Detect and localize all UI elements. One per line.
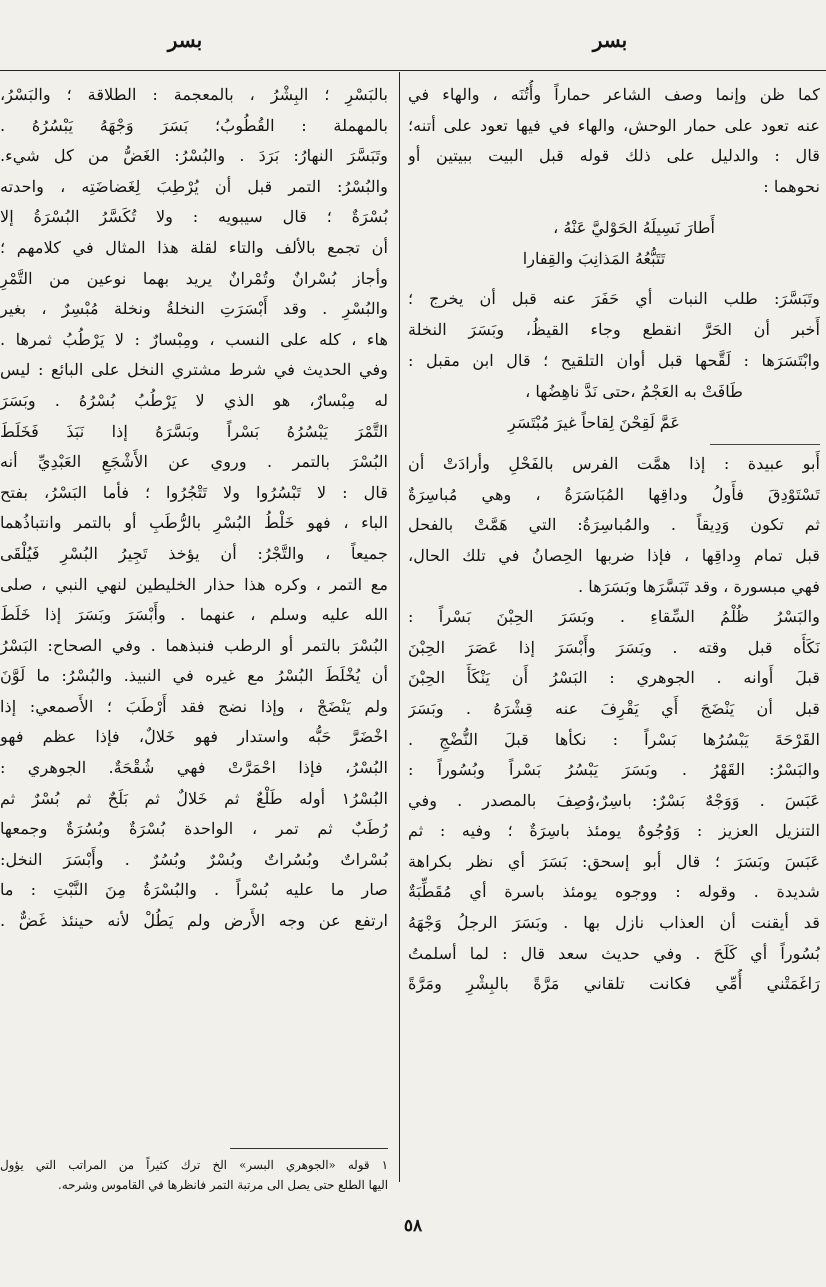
column-divider xyxy=(399,72,400,1182)
text-line: صار ما عليه بُسْراً . والبُسْرَةُ مِنَ النَّبْتِ : ما xyxy=(0,880,388,900)
left-column xyxy=(0,80,388,937)
text-line: بُسْرَةٌ ؛ قال سيبويه : ولا تُكَسَّرُ البُسْرَةُ إلا xyxy=(0,207,388,227)
text-line: ثم تكون وَدِيقاً . والمُباسِرَةُ: التي هَمَّتْ بالفحل xyxy=(408,515,820,535)
left-header-word: بسر xyxy=(167,28,203,52)
text-line: نحوهما : xyxy=(763,176,820,196)
text-line: البُسْرُ١ أوله طَلْعٌ ثم خَلالٌ ثم بَلَحٌ ثم بُسْرٌ ثم xyxy=(0,788,388,808)
text-line: أَخبر أن الحَرَّ انقطع وجاء القيظُ، وبَسَرَ النخلة xyxy=(408,319,820,339)
text-line: البُسْرَ بالتمر . وروي عن الأَشْجَعِ العَبْدِيِّ أنه xyxy=(0,452,388,472)
entry-separator xyxy=(710,444,820,445)
text-line: قبل أن يَنْضَجَ أَي يَقْرِفَ عنه قِشْرَهُ . وبَسَرَ xyxy=(408,698,820,718)
text-line: بالمهملة : القُطُوبُ؛ بَسَرَ وَجْهَهُ يَبْسُرُهُ . xyxy=(0,115,388,135)
text-line: أن يُخْلَطَ البُسْرُ مع غيره في النبيذ. والبُسْرُ: ما لَوَّنَ xyxy=(0,666,388,686)
header-rule xyxy=(0,70,826,71)
text-line: وتَبَسَّرَ: طلب النبات أي حَفَرَ عنه قبل أن يخرج ؛ xyxy=(408,289,820,309)
text-line: والبُسْرُ: التمر قبل أن يُرْطِبَ لِغَضاضَتِه ، واحدته xyxy=(0,176,388,196)
text-line: وأجاز بُسْرانٌ وتُمْرانٌ يريد بهما نوعين من التَّمْرِ xyxy=(0,268,388,288)
text-line: التنزيل العزيز : وَوُجُوهٌ يومئذ باسِرَةٌ ؛ وفيه : ثم xyxy=(408,821,820,841)
text-line: والبُسْرِ . وقد أَبْسَرَتِ النخلةُ ونخلة مُبْسِرٌ ، بغير xyxy=(0,299,388,319)
text-line: أَبو عبيدة : إذا همَّت الفرس بالفَحْلِ وأرادَتْ أن xyxy=(408,454,820,474)
footnote xyxy=(0,1155,388,1195)
text-line: القَرْحَةَ يَبْسُرُها بَسْراً : نكأها قبلَ النُّضْجِ . xyxy=(408,729,820,749)
text-line: رُطَبٌ ثم تمر ، الواحدة بُسْرَةٌ وبُسُرَةٌ وجمعها xyxy=(0,819,388,839)
text-line: والبَسْرُ: القَهْرُ . وبَسَرَ يَبْسُرُ بَسْراً وبُسُوراً : xyxy=(408,760,820,780)
right-header-word: بسر xyxy=(592,28,628,52)
page-number: ٥٨ xyxy=(403,1216,423,1236)
text-line: عَبَسَ وبَسَرَ ؛ قال أبو إسحق: بَسَرَ أي نظر بكراهة xyxy=(408,851,820,871)
footnote-rule xyxy=(230,1148,388,1149)
text-line: ارتفع عن وجه الأَرض ولم يَطُلْ لأنه حينئذ غَضٌّ . xyxy=(0,911,388,931)
text-line: نَكَأَه قبل وقته . وبَسَرَ وأَبْسَرَ إذا عَصَرَ الحِبْنَ xyxy=(408,637,820,657)
text-line: قد أيقنت أن العذاب نازل بها . وبَسَرَ الرجلُ وَجْهَهُ xyxy=(408,913,820,933)
text-line: عَبَسَ . وَوَجْهٌ بَسْرٌ: باسِرٌ،وُصِفَ بالمصدر . وفي xyxy=(408,790,820,810)
verse-line: تَتَبُّعُهُ المَذانِبَ والقِفارا xyxy=(522,249,666,269)
text-line: تَسْتَوْدِقَ فأَولُ وداقِها المُبَاسَرَةُ ، وهي مُباسِرَةٌ xyxy=(408,484,820,504)
footnote-line: ١ قوله «الجوهري البسر» الخ ترك كثيراً من المراتب التي يؤول xyxy=(0,1158,388,1172)
text-line: هاء ، كله على النسب ، ومِبْسارٌ : لا يَرْطُبُ ثمرها . xyxy=(0,329,388,349)
text-line: له مِبْسارٌ، هو الذي لا يَرْطُبُ بُسْرُهُ . وبَسَرَ xyxy=(0,390,388,410)
verse-line: أَطارَ نَسِيلَهُ الحَوْليَّ عَنْهُ ، xyxy=(553,218,715,238)
text-line: فهي مبسورة ، وقد تَبَسَّرَها وبَسَرَها . xyxy=(577,576,820,596)
text-line: مع التمر ، وكره هذا حذار الخليطين لنهي النبي ، صلى xyxy=(0,574,388,594)
right-column xyxy=(408,80,820,1000)
text-line: جميعاً ، والتَّجْرُ: أن يؤخذ تَجِيرُ البُسْرِ فَيُلْقَى xyxy=(0,543,388,563)
text-line: وفي الحديث في شرط مشتري النخل على البائع : ليس xyxy=(0,360,388,380)
text-line: وتَبَسَّرَ النهارُ: بَرَدَ . والبُسْرُ: الغَضُّ من كل شيء. xyxy=(0,146,388,166)
text-line: كما ظن وإنما وصف الشاعر حماراً وأُتُنَه ، والهاء في xyxy=(408,85,820,104)
text-line: البُسْرَ بالتمر أو الرطب فنبذهما . وفي الصحاح: البَسْرُ xyxy=(0,635,388,655)
text-line: رَاغَمَتْني أُمِّي فكانت تلقاني مَرَّةً بالبِشْرِ ومَرَّةً xyxy=(408,974,820,994)
text-line: قبلَ أَوانه . الجوهري : البَسْرُ أَن يَنْكَأَ الحِبْنَ xyxy=(408,668,820,688)
text-line: بُسْراتٌ وبُسُراتٌ وبُسْرٌ وبُسُرٌ . وأَبْسَرَ النخل: xyxy=(0,849,388,869)
verse-line: طَافَتْ به العَجْمُ ،حتى نَدَّ ناهِضُها ، xyxy=(525,382,743,402)
text-line: قال : والدليل على ذلك قوله قبل البيت ببيتين أو xyxy=(408,146,820,166)
text-line: عنه تعود على حمار الوحش، والهاء في فيها تعود على أتنه؛ xyxy=(408,115,820,135)
text-line: قبل تمام وِداقِها ، فإذا ضربها الحِصانُ في تلك الحال، xyxy=(408,545,820,565)
footnote-line: اليها الطلع حتى يصل الى مرتبة التمر فانظرها في القاموس وشرحه. xyxy=(58,1178,388,1192)
text-line: وابْتَسَرَها : لَقَّحها قبل أوان التلقيح ؛ قال ابن مقبل : xyxy=(408,350,820,370)
verse-line: عَمَّ لَقِحْنَ لِقاحاً غيرَ مُبْتَسَرِ xyxy=(508,413,680,433)
text-line: البُسْرُ، فإذا احْمَرَّتْ فهي شُقْحَةٌ. الجوهري : xyxy=(0,758,388,778)
text-line: بالبَسْرِ ؛ البِشْرُ ، بالمعجمة : الطلاقة ؛ والبَسْرُ، xyxy=(0,85,388,104)
text-line: والبَسْرُ ظُلْمُ السِّقاءِ . وبَسَرَ الحِبْنَ بَسْراً : xyxy=(408,607,820,627)
text-line: الباء ، فهو خَلْطُ البُسْرِ بالرُّطَبِ أو بالتمر وانتباذُهما xyxy=(0,513,388,533)
text-line: الله عليه وسلم ، عنهما . وأَبْسَرَ وبَسَرَ إذا خَلَطَ xyxy=(0,605,388,625)
text-line: التَّمْرَ يَبْسُرُهُ بَسْراً وبَسَّرَهُ إذا نَبَذَ فَخَلَطَ xyxy=(0,421,388,441)
text-line: شديدة . وقوله : ووجوه يومئذ باسرة أي مُقَطِّبَةٌ xyxy=(408,882,820,902)
text-line: اخْضَرَّ حَبُّه واستدار فهو خَلالٌ، فإذا عظم فهو xyxy=(0,727,388,747)
text-line: ولم يَنْضَجْ ، وإذا نضج فقد أَرْطَبَ ؛ الأَصمعي: إذا xyxy=(0,696,388,716)
text-line: أن تجمع بالألف والتاء لقلة هذا المثال في كلامهم ؛ xyxy=(0,237,388,257)
text-line: قال : لا تَبْسُرُوا ولا تَتْجُرُوا ؛ فأما البَسْرُ، بفتح xyxy=(0,482,388,502)
text-line: بُسُوراً أي كَلَحَ . وفي حديث سعد قال : لما أسلمتُ xyxy=(408,943,820,963)
